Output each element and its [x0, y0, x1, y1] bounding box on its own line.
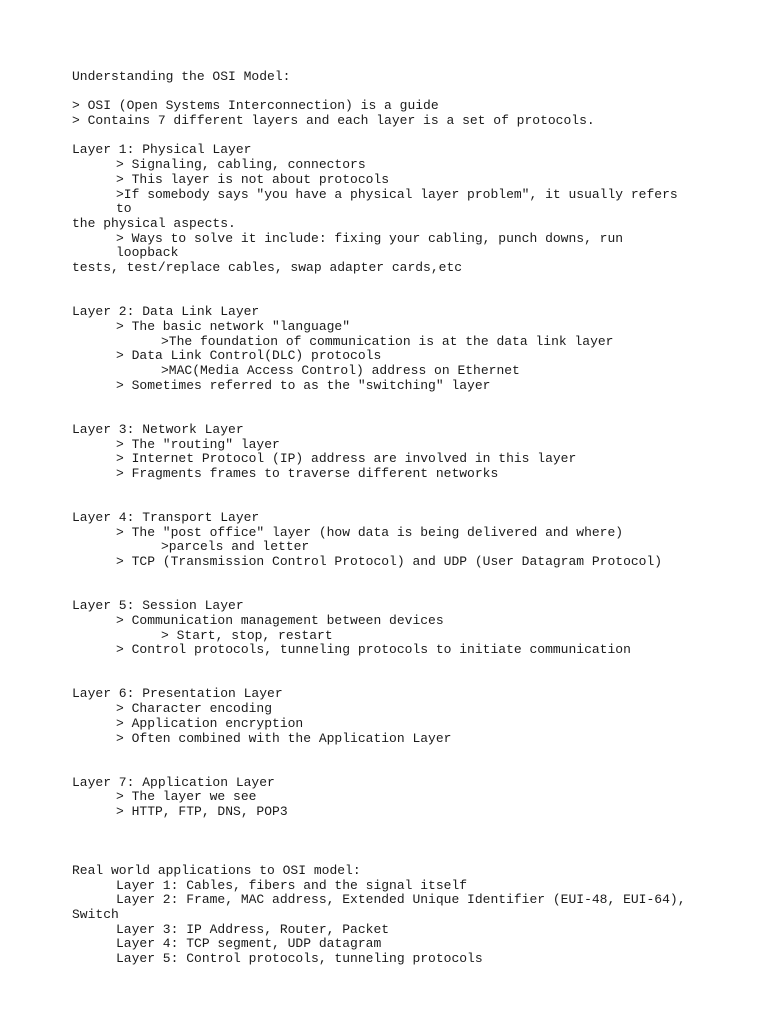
layer-bullet: > TCP (Transmission Control Protocol) and UDP (User Datagram Protocol)	[116, 554, 663, 570]
layer-section	[72, 305, 692, 393]
layer-section	[72, 511, 692, 570]
layer-bullet: > The "post office" layer (how data is being delivered and where)	[116, 524, 624, 540]
layer-bullet: > Data Link Control(DLC) protocols	[116, 348, 382, 364]
spacer	[72, 820, 692, 864]
layer-bullet: > Start, stop, restart	[161, 627, 333, 643]
layer-heading: Layer 4: Transport Layer	[72, 510, 260, 526]
layer-bullet: >MAC(Media Access Control) address on Ethernet	[161, 363, 520, 379]
layer-section	[72, 143, 692, 275]
document-title: Understanding the OSI Model:	[72, 69, 291, 84]
layer-bullet: > Sometimes referred to as the "switching" layer	[116, 377, 491, 393]
layer-heading: Layer 6: Presentation Layer	[72, 686, 283, 702]
layer-bullet: > HTTP, FTP, DNS, POP3	[116, 804, 288, 820]
real-world-heading: Real world applications to OSI model:	[72, 862, 361, 878]
spacer	[72, 570, 692, 599]
layer-bullet: > Signaling, cabling, connectors	[116, 157, 366, 173]
layer-section	[72, 599, 692, 658]
spacer	[72, 85, 692, 100]
layer-bullet: >The foundation of communication is at the data link layer	[161, 333, 614, 349]
layer-bullet: > The "routing" layer	[116, 436, 280, 452]
layer-bullet: >If somebody says "you have a physical layer problem", it usually refers to	[116, 186, 686, 217]
layer-bullet: > The basic network "language"	[116, 318, 351, 334]
layer-section	[72, 423, 692, 482]
spacer	[72, 746, 692, 775]
real-world-item: Layer 5: Control protocols, tunneling protocols	[116, 951, 483, 967]
real-world-section	[72, 864, 692, 967]
layer-bullet: > Communication management between devices	[116, 612, 444, 628]
layer-bullet-continuation: tests, test/replace cables, swap adapter cards,etc	[72, 260, 463, 276]
layer-bullet: > Application encryption	[116, 715, 304, 731]
layer-heading: Layer 2: Data Link Layer	[72, 304, 260, 320]
spacer	[72, 658, 692, 687]
real-world-item-continuation: Switch	[72, 906, 119, 922]
real-world-item: Layer 3: IP Address, Router, Packet	[116, 921, 390, 937]
layer-heading: Layer 7: Application Layer	[72, 774, 275, 790]
layer-heading: Layer 1: Physical Layer	[72, 142, 252, 158]
layer-bullet: > Control protocols, tunneling protocols to initiate communication	[116, 642, 631, 658]
layer-bullet: > Often combined with the Application Layer	[116, 730, 452, 746]
layer-heading: Layer 5: Session Layer	[72, 598, 244, 614]
layer-bullet: > Internet Protocol (IP) address are involved in this layer	[116, 451, 577, 467]
spacer	[72, 393, 692, 422]
layer-bullet: > Fragments frames to traverse different networks	[116, 465, 499, 481]
layer-section	[72, 687, 692, 746]
intro-line: > Contains 7 different layers and each layer is a set of protocols.	[72, 113, 595, 129]
layer-bullet-continuation: the physical aspects.	[72, 216, 236, 231]
spacer	[72, 129, 692, 144]
real-world-item: Layer 4: TCP segment, UDP datagram	[116, 936, 382, 952]
real-world-item: Layer 2: Frame, MAC address, Extended Unique Identifier (EUI-48, EUI-64),	[116, 892, 686, 908]
intro-line: > OSI (Open Systems Interconnection) is a guide	[72, 98, 439, 114]
layer-heading: Layer 3: Network Layer	[72, 421, 244, 437]
layer-bullet: >parcels and letter	[161, 539, 310, 555]
layer-bullet: > This layer is not about protocols	[116, 171, 390, 187]
document-page	[72, 70, 692, 967]
layers-section	[72, 143, 692, 863]
spacer	[72, 276, 692, 305]
layer-bullet: > The layer we see	[116, 789, 257, 805]
real-world-list	[72, 879, 692, 967]
layer-section	[72, 776, 692, 820]
real-world-item: Layer 1: Cables, fibers and the signal itself	[116, 877, 468, 893]
layer-bullet: > Character encoding	[116, 701, 273, 717]
layer-bullet: > Ways to solve it include: fixing your cabling, punch downs, run loopback	[116, 230, 631, 261]
spacer	[72, 482, 692, 511]
